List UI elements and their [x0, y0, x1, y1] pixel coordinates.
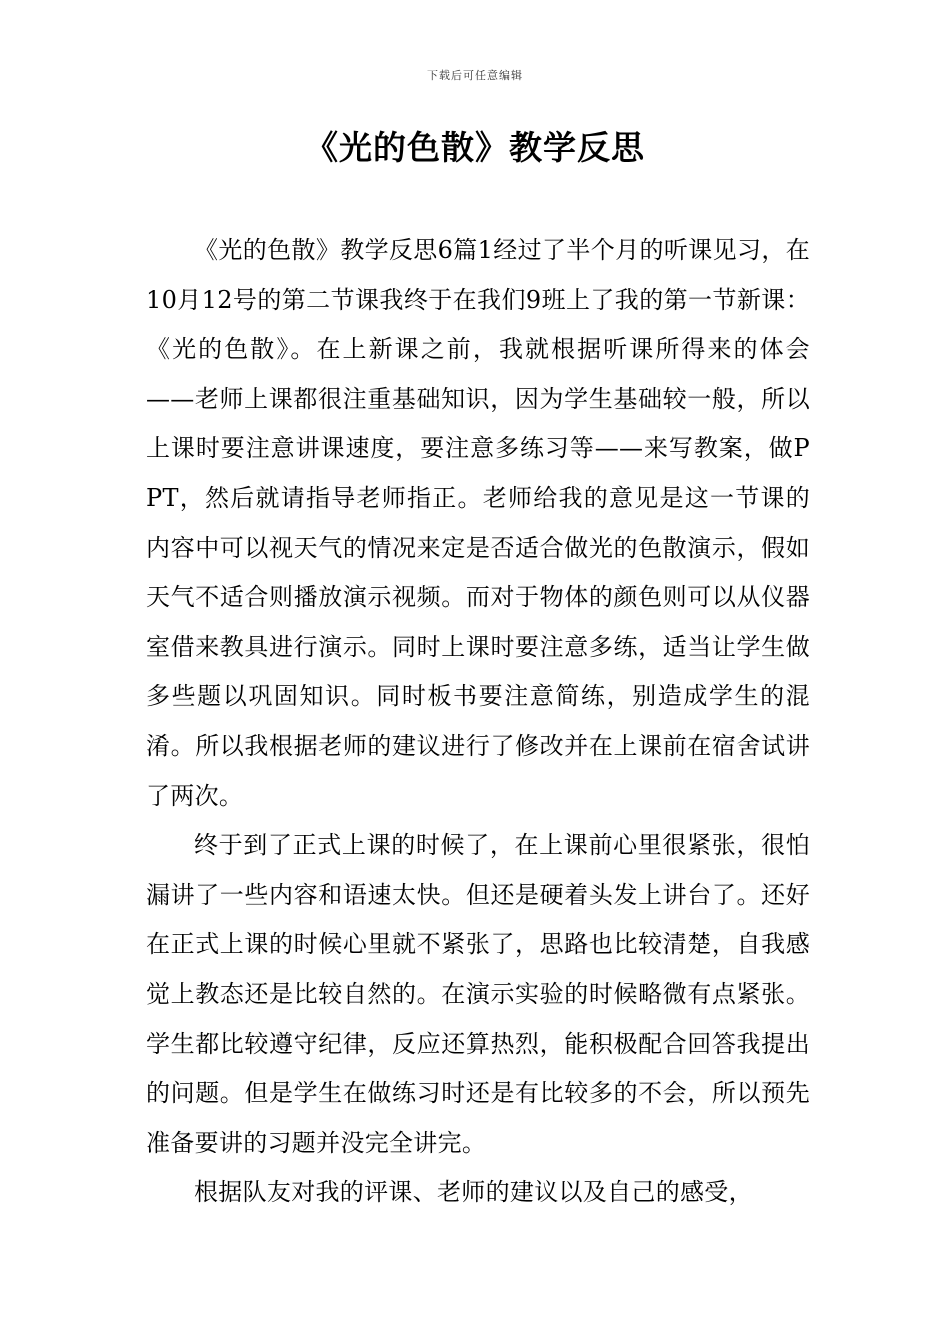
document-body — [146, 226, 810, 1218]
page-title: 《光的色散》教学反思 — [305, 128, 645, 167]
header-note: 下载后可任意编辑 — [427, 69, 523, 82]
paragraph-3: 根据队友对我的评课、老师的建议以及自己的感受， — [194, 1178, 753, 1207]
paragraph-2: 终于到了正式上课的时候了，在上课前心里很紧张，很怕漏讲了一些内容和语速太快。但还是硬着头发上讲台了。还好在正式上课的时候心里就不紧张了，思路也比较清楚，自我感觉上教态还是比较自然的。在演示实验的时候略微有点紧张。学生都比较遵守纪律，反应还算热烈，能积极配合回答我提出的问题。但是学生在做练习时还是有比较多的不会，所以预先准备要讲的习题并没完全讲完。 — [146, 831, 810, 1157]
paragraph-1: 《光的色散》教学反思6篇1经过了半个月的听课见习，在10月12号的第二节课我终于在我们9班上了我的第一节新课：《光的色散》。在上新课之前，我就根据听课所得来的体会——老师上课都很注重基础知识，因为学生基础较一般，所以上课时要注意讲课速度，要注意多练习等——来写教案，做PPT，然后就请指导老师指正。老师给我的意见是这一节课的内容中可以视天气的情况来定是否适合做光的色散演示，假如天气不适合则播放演示视频。而对于物体的颜色则可以从仪器室借来教具进行演示。同时上课时要注意多练，适当让学生做多些题以巩固知识。同时板书要注意简练，别造成学生的混淆。所以我根据老师的建议进行了修改并在上课前在宿舍试讲了两次。 — [146, 236, 810, 810]
